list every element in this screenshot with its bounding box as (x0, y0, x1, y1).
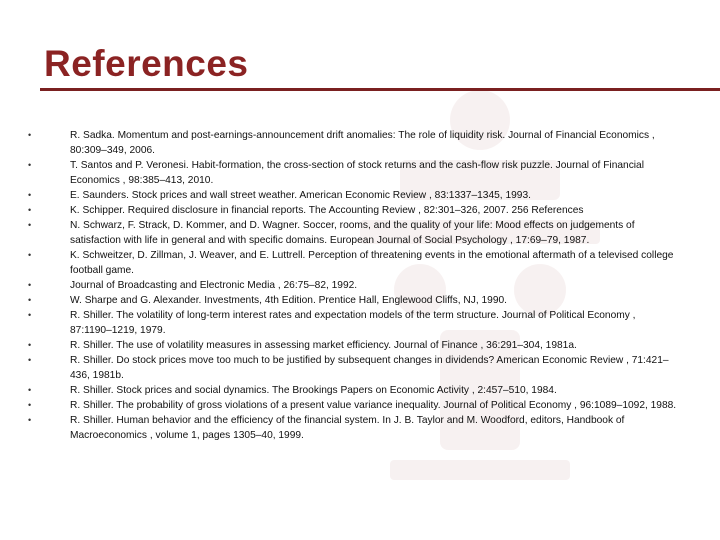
reference-text: R. Shiller. Do stock prices move too much to be justified by subsequent changes in dividends? American Economic Review , 71:421–436, 1981b. (70, 355, 669, 381)
reference-text: R. Shiller. Human behavior and the efficiency of the financial system. In J. B. Taylor and M. Woodford, editors, Handbook of Macroeconomics , volume 1, pages 1305–40, 1999. (70, 415, 625, 441)
reference-text: R. Shiller. The volatility of long-term interest rates and expectation models of the term structure. Journal of Political Economy , 87:1190–1219, 1979. (70, 310, 636, 336)
bullet-icon: • (28, 205, 32, 215)
bullet-icon: • (28, 130, 32, 140)
reference-item (28, 203, 678, 218)
reference-list (28, 128, 678, 443)
bullet-icon: • (28, 400, 32, 410)
bullet-icon: • (28, 295, 32, 305)
reference-text: T. Santos and P. Veronesi. Habit-formation, the cross-section of stock returns and the cash-flow risk puzzle. Journal of Financial Economics , 98:385–413, 2010. (70, 160, 644, 186)
reference-text: N. Schwarz, F. Strack, D. Kommer, and D. Wagner. Soccer, rooms, and the quality of your life: Mood effects on judgements of satisfaction with life in general and with specific domains. European Journal of Social Psychology , 17:69–79, 1987. (70, 220, 635, 246)
bullet-icon: • (28, 160, 32, 170)
reference-item (28, 413, 678, 443)
reference-text: K. Schipper. Required disclosure in financial reports. The Accounting Review , 82:301–326, 2007. 256 References (70, 205, 584, 216)
reference-item (28, 338, 678, 353)
reference-text: R. Sadka. Momentum and post-earnings-announcement drift anomalies: The role of liquidity risk. Journal of Financial Economics , 80:309–349, 2006. (70, 130, 655, 156)
bullet-icon: • (28, 415, 32, 425)
reference-item (28, 218, 678, 248)
bullet-icon: • (28, 340, 32, 350)
reference-item (28, 278, 678, 293)
reference-item (28, 248, 678, 278)
reference-text: W. Sharpe and G. Alexander. Investments, 4th Edition. Prentice Hall, Englewood Cliffs, NJ, 1990. (70, 295, 507, 306)
reference-item (28, 308, 678, 338)
bullet-icon: • (28, 385, 32, 395)
reference-text: K. Schweitzer, D. Zillman, J. Weaver, and E. Luttrell. Perception of threatening events in the emotional aftermath of a televised college football game. (70, 250, 674, 276)
reference-text: Journal of Broadcasting and Electronic Media , 26:75–82, 1992. (70, 280, 358, 291)
title-divider (40, 88, 720, 91)
reference-item (28, 383, 678, 398)
bullet-icon: • (28, 280, 32, 290)
reference-item (28, 188, 678, 203)
bullet-icon: • (28, 220, 32, 230)
reference-text: R. Shiller. The use of volatility measures in assessing market efficiency. Journal of Finance , 36:291–304, 1981a. (70, 340, 577, 351)
reference-item (28, 128, 678, 158)
reference-text: R. Shiller. Stock prices and social dynamics. The Brookings Papers on Economic Activity , 2:457–510, 1984. (70, 385, 557, 396)
reference-item (28, 293, 678, 308)
reference-text: R. Shiller. The probability of gross violations of a present value variance inequality. Journal of Political Economy , 96:1089–1092, 1988. (70, 400, 677, 411)
reference-item (28, 158, 678, 188)
page-title: References (44, 43, 249, 84)
bullet-icon: • (28, 310, 32, 320)
bullet-icon: • (28, 355, 32, 365)
bullet-icon: • (28, 250, 32, 260)
reference-text: E. Saunders. Stock prices and wall street weather. American Economic Review , 83:1337–1345, 1993. (70, 190, 531, 201)
reference-item (28, 353, 678, 383)
bullet-icon: • (28, 190, 32, 200)
reference-item (28, 398, 678, 413)
